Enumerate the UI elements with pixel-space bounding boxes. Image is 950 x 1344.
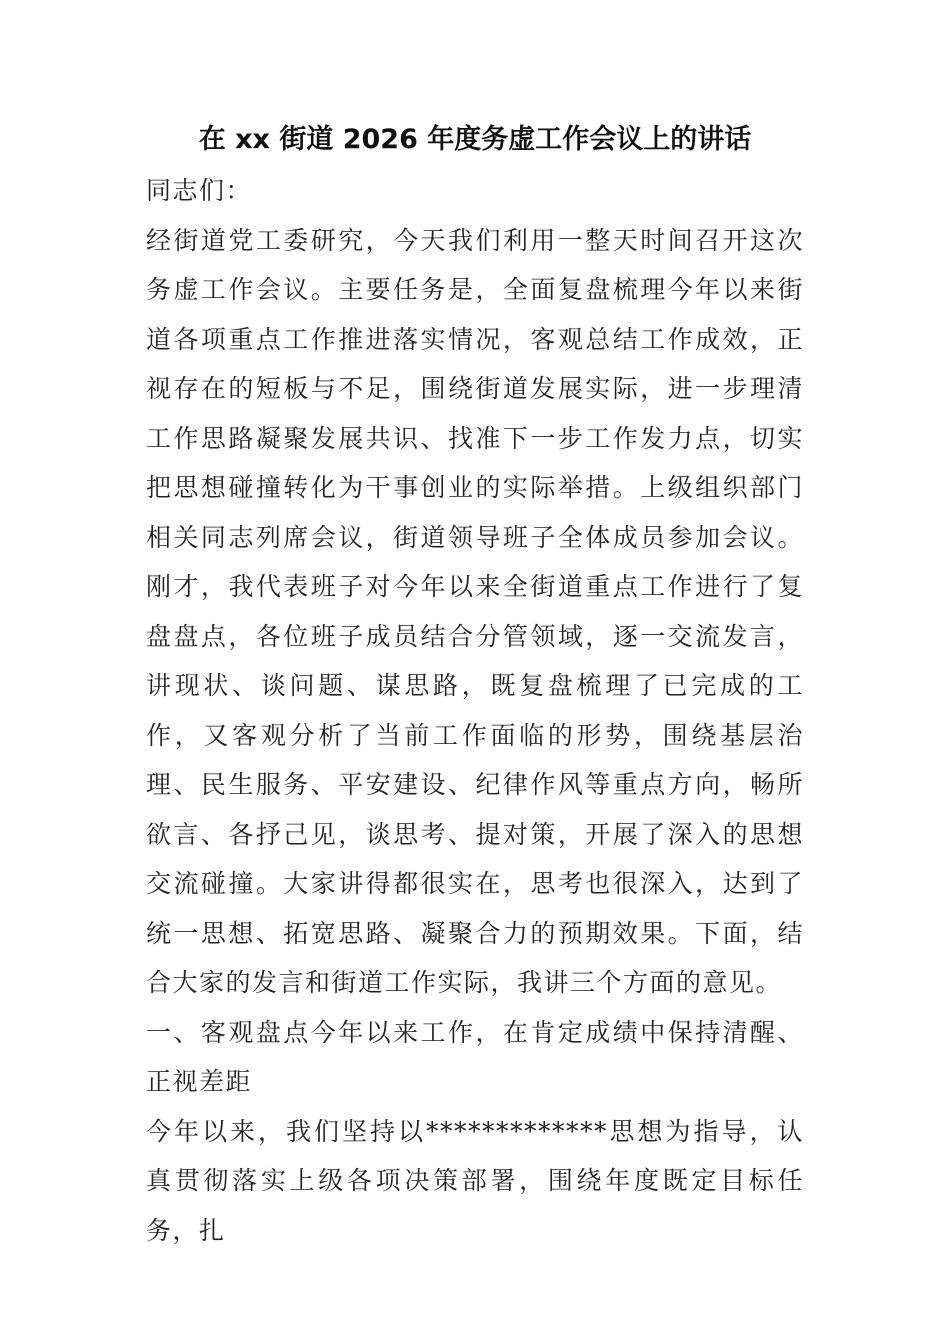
document-title: 在 xx 街道 2026 年度务虚工作会议上的讲话 [198, 124, 752, 155]
salutation: 同志们： [146, 176, 253, 205]
document-body [146, 166, 804, 1255]
section-heading-one: 一、客观盘点今年以来工作，在肯定成绩中保持清醒、正视差距 [146, 1017, 804, 1096]
section-one-paragraph: 今年以来，我们坚持以*************思想为指导，认真贯彻落实上级各项决策部署，围绕年度既定目标任务，扎 [146, 1116, 804, 1245]
intro-paragraph: 经街道党工委研究，今天我们利用一整天时间召开这次务虚工作会议。主要任务是，全面复盘梳理今年以来街道各项重点工作推进落实情况，客观总结工作成效，正视存在的短板与不足，围绕街道发展实际，进一步理清工作思路凝聚发展共识、找准下一步工作发力点，切实把思想碰撞转化为干事创业的实际举措。上级组织部门相关同志列席会议，街道领导班子全体成员参加会议。刚才，我代表班子对今年以来全街道重点工作进行了复盘盘点，各位班子成员结合分管领域，逐一交流发言，讲现状、谈问题、谋思路，既复盘梳理了已完成的工作，又客观分析了当前工作面临的形势，围绕基层治理、民生服务、平安建设、纪律作风等重点方向，畅所欲言、各抒己见，谈思考、提对策，开展了深入的思想交流碰撞。大家讲得都很实在，思考也很深入，达到了统一思想、拓宽思路、凝聚合力的预期效果。下面，结合大家的发言和街道工作实际，我讲三个方面的意见。 [146, 225, 804, 997]
